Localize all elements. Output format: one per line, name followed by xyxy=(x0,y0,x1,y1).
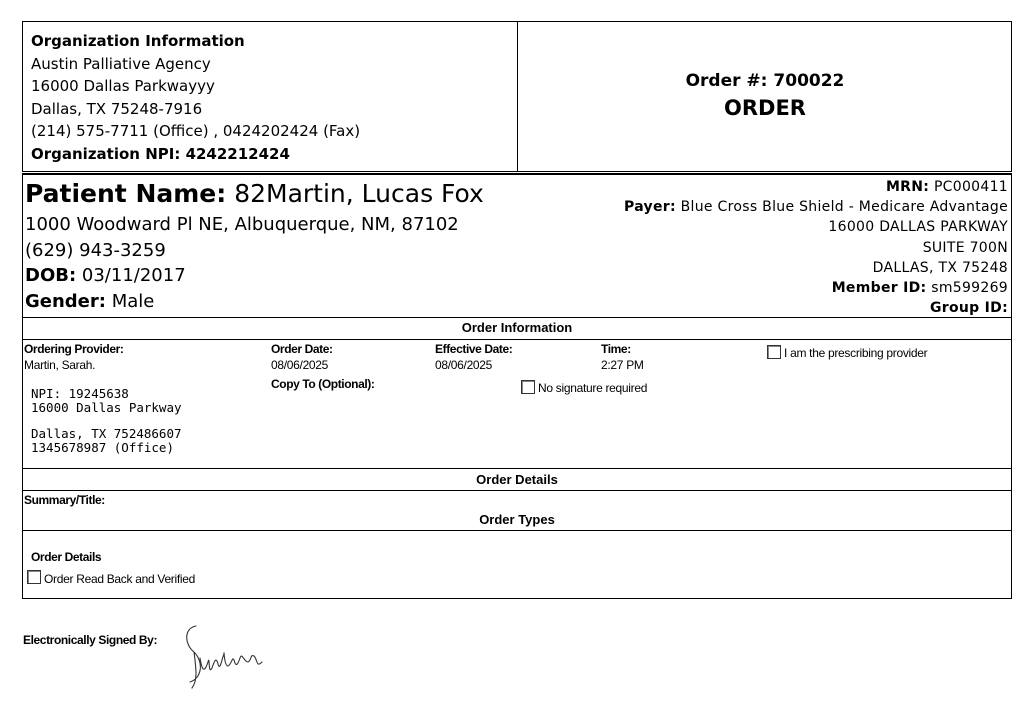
payer-address-line1: 16000 DALLAS PARKWAY xyxy=(828,219,1008,236)
effective-date: 08/06/2025 xyxy=(435,358,493,372)
order-title: ORDER xyxy=(724,96,806,120)
read-back-checkbox[interactable] xyxy=(27,570,41,584)
patient-dob xyxy=(25,265,186,286)
patient-name-label: Patient Name: xyxy=(25,179,227,208)
ordering-provider-label: Ordering Provider: xyxy=(24,342,124,356)
payer-row xyxy=(624,197,1008,217)
signature-image xyxy=(178,618,273,693)
order-date-label: Order Date: xyxy=(271,342,333,356)
ordering-provider: Martin, Sarah. xyxy=(24,358,96,372)
order-info-heading-border xyxy=(22,339,1012,340)
payer-label: Payer: xyxy=(624,199,676,216)
mrn-value: PC000411 xyxy=(933,179,1008,195)
prescribing-provider-label: I am the prescribing provider xyxy=(784,346,928,360)
patient-gender xyxy=(25,291,154,312)
payer-address-line3: DALLAS, TX 75248 xyxy=(872,259,1008,276)
time-value: 2:27 PM xyxy=(601,358,644,372)
provider-phone: 1345678987 (Office) xyxy=(31,439,174,455)
patient-dob-value: 03/11/2017 xyxy=(81,265,186,286)
organization-npi-value: 4242212424 xyxy=(185,144,290,163)
organization-phone-fax: (214) 575-7711 (Office) , 0424202424 (Fax) xyxy=(31,122,361,140)
group-id-row xyxy=(624,298,1008,318)
order-number xyxy=(518,71,1012,91)
group-id-label: Group ID: xyxy=(929,300,1008,317)
organization-name: Austin Palliative Agency xyxy=(31,54,211,73)
signature-stroke xyxy=(187,626,262,688)
order-types-heading: Order Types xyxy=(479,512,555,527)
order-info-heading: Order Information xyxy=(461,320,573,335)
patient-name: 82Martin, Lucas Fox xyxy=(234,179,484,208)
order-number-value: 700022 xyxy=(773,71,845,91)
order-types-border xyxy=(22,530,1012,531)
organization-info xyxy=(31,30,360,165)
organization-address-line1: 16000 Dallas Parkwayyy xyxy=(31,77,215,95)
order-date: 08/06/2025 xyxy=(271,358,329,372)
time-label: Time: xyxy=(601,342,631,356)
no-signature-label: No signature required xyxy=(538,381,648,395)
copy-to-label: Copy To (Optional): xyxy=(271,377,375,391)
patient-dob-label: DOB: xyxy=(25,265,77,286)
payer-info xyxy=(624,177,1008,318)
payer-address-line2: SUITE 700N xyxy=(922,239,1008,256)
patient-top-border xyxy=(22,173,1012,175)
member-id-row xyxy=(624,278,1008,298)
organization-npi-label: Organization NPI: xyxy=(31,144,181,163)
organization-address-line2: Dallas, TX 75248-7916 xyxy=(31,99,203,118)
provider-address2: Dallas, TX 752486607 xyxy=(31,426,182,441)
patient-right-border xyxy=(1011,173,1012,318)
provider-npi: NPI: 19245638 xyxy=(31,386,129,401)
order-number-label: Order #: xyxy=(685,71,768,91)
read-back-label: Order Read Back and Verified xyxy=(44,572,196,586)
electronically-signed-label: Electronically Signed By: xyxy=(23,633,158,647)
patient-address: 1000 Woodward Pl NE, Albuquerque, NM, 87102 xyxy=(25,214,459,235)
patient-gender-value: Male xyxy=(111,291,155,312)
organization-heading: Organization Information xyxy=(31,32,245,50)
order-details-heading: Order Details xyxy=(476,472,558,487)
payer-value: Blue Cross Blue Shield - Medicare Advantage xyxy=(680,199,1008,216)
organization-npi xyxy=(31,143,360,166)
order-details-subheading: Order Details xyxy=(31,550,102,564)
patient-gender-label: Gender: xyxy=(25,291,106,312)
effective-date-label: Effective Date: xyxy=(435,342,513,356)
member-id-value: sm599269 xyxy=(931,280,1008,297)
prescribing-provider-checkbox[interactable] xyxy=(767,345,781,359)
provider-details xyxy=(31,387,182,454)
mrn-row xyxy=(624,177,1008,197)
member-id-label: Member ID: xyxy=(831,280,927,297)
patient-name-row xyxy=(25,179,484,208)
no-signature-checkbox[interactable] xyxy=(521,380,535,394)
order-details-top-border xyxy=(22,468,1012,469)
patient-left-border xyxy=(22,173,23,318)
summary-title-label: Summary/Title: xyxy=(24,493,105,507)
mrn-label: MRN: xyxy=(885,179,930,195)
order-details-heading-border xyxy=(22,490,1012,491)
patient-phone: (629) 943-3259 xyxy=(25,240,166,261)
provider-address1: 16000 Dallas Parkway xyxy=(31,399,182,415)
